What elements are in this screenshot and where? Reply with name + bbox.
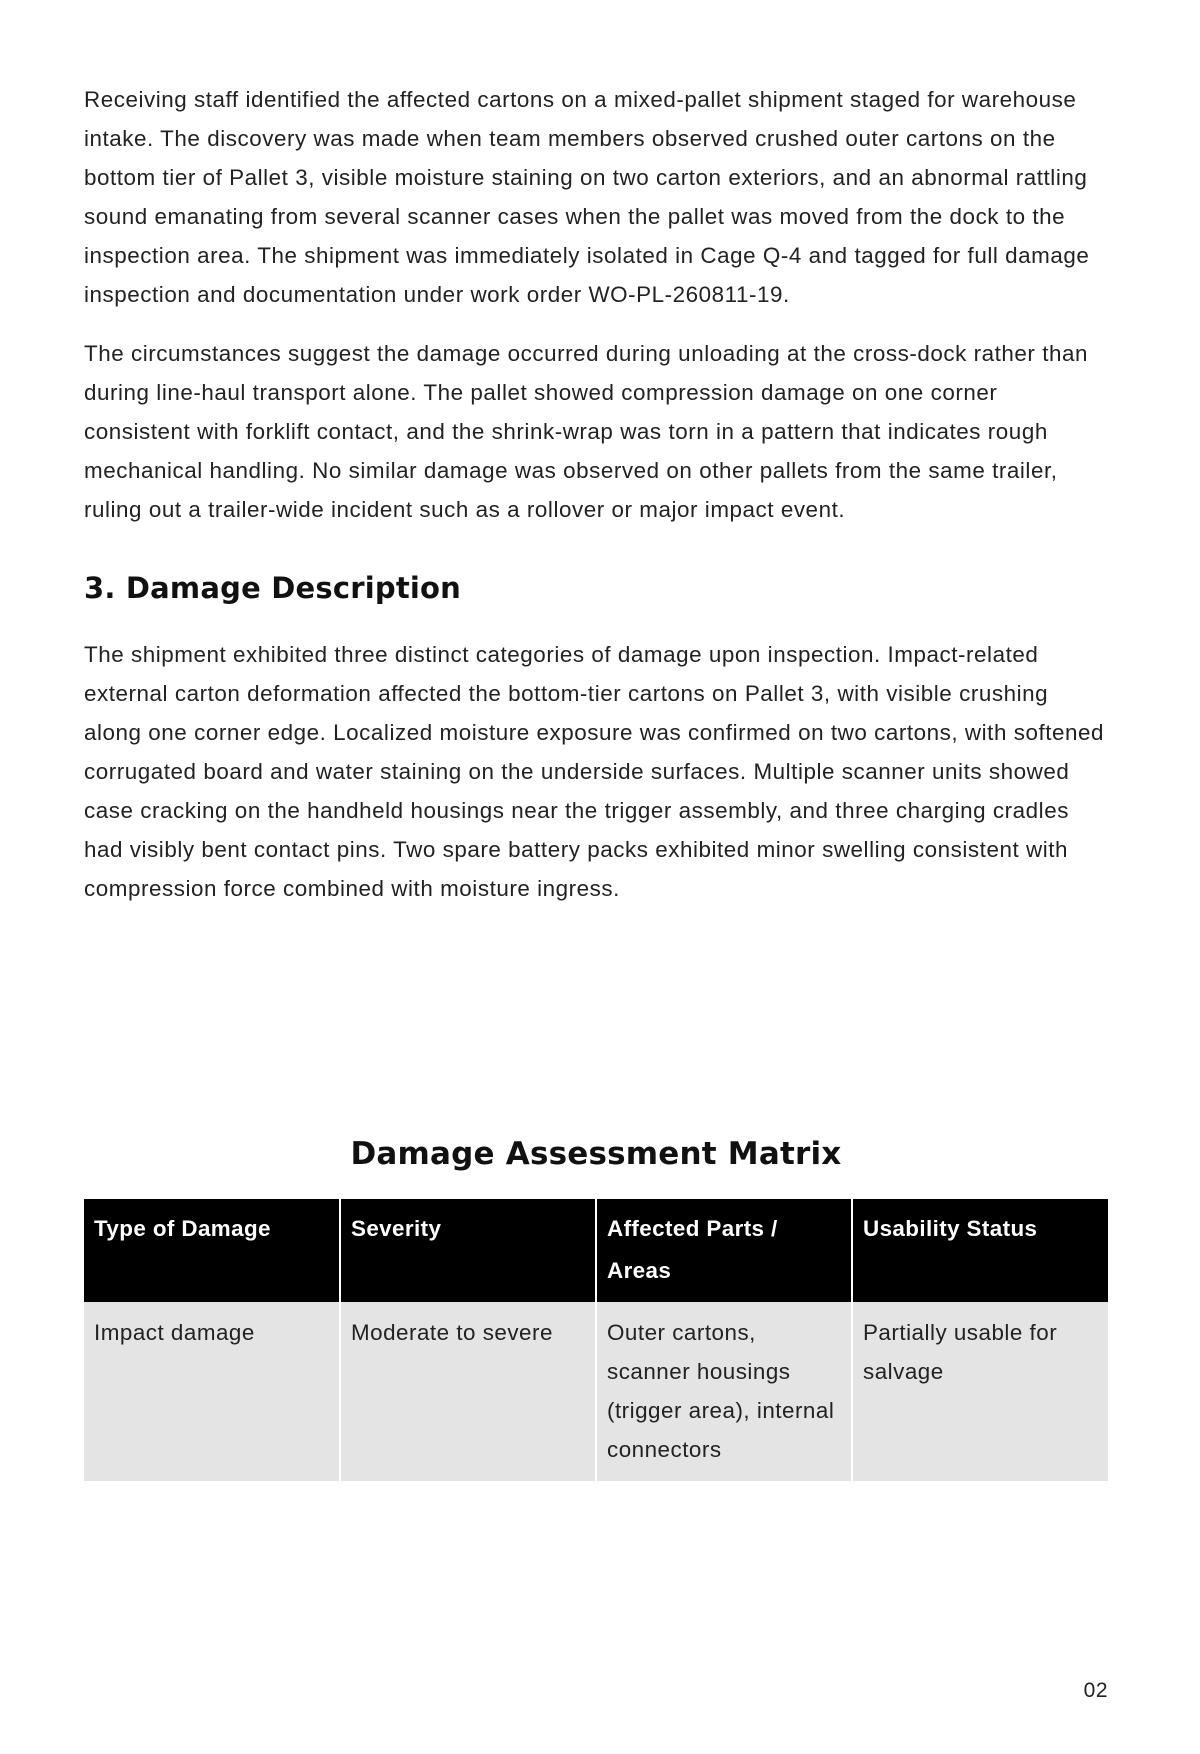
cell-type-of-damage: Impact damage [84,1302,340,1481]
header-severity: Severity [340,1199,596,1302]
cell-affected-parts: Outer cartons, scanner housings (trigger area), internal connectors [596,1302,852,1481]
intro-paragraph-2: The circumstances suggest the damage occurred during unloading at the cross-dock rather than during line-haul transport alone. The pallet showed compression damage on one corner consistent with forklift contact, and the shrink-wrap was torn in a pattern that indicates rough mechanical handling. No similar damage was observed on other pallets from the same trailer, ruling out a trailer-wide incident such as a rollover or major impact event. [84,341,1088,522]
table-row [84,1302,1108,1481]
table-header-row [84,1199,1108,1302]
section-heading: 3. Damage Description [84,571,462,605]
header-affected-parts: Affected Parts / Areas [596,1199,852,1302]
page-number: 02 [1083,1679,1108,1702]
damage-assessment-table [84,1199,1108,1481]
table-title: Damage Assessment Matrix [350,1136,842,1172]
document-page [84,80,1108,928]
intro-paragraph-1: Receiving staff identified the affected cartons on a mixed-pallet shipment staged for warehouse intake. The discovery was made when team members observed crushed outer cartons on the bottom tier of Pallet 3, visible moisture staining on two carton exteriors, and an abnormal rattling sound emanating from several scanner cases when the pallet was moved from the dock to the inspection area. The shipment was immediately isolated in Cage Q-4 and tagged for full damage inspection and documentation under work order WO-PL-260811-19. [84,87,1090,307]
cell-usability-status: Partially usable for salvage [852,1302,1108,1481]
header-type-of-damage: Type of Damage [84,1199,340,1302]
header-usability-status: Usability Status [852,1199,1108,1302]
cell-severity: Moderate to severe [340,1302,596,1481]
section-paragraph: The shipment exhibited three distinct categories of damage upon inspection. Impact-related external carton deformation affected the bottom-tier cartons on Pallet 3, with visible crushing along one corner edge. Localized moisture exposure was confirmed on two cartons, with softened corrugated board and water staining on the underside surfaces. Multiple scanner units showed case cracking on the handheld housings near the trigger assembly, and three charging cradles had visibly bent contact pins. Two spare battery packs exhibited minor swelling consistent with compression force combined with moisture ingress. [84,642,1105,901]
